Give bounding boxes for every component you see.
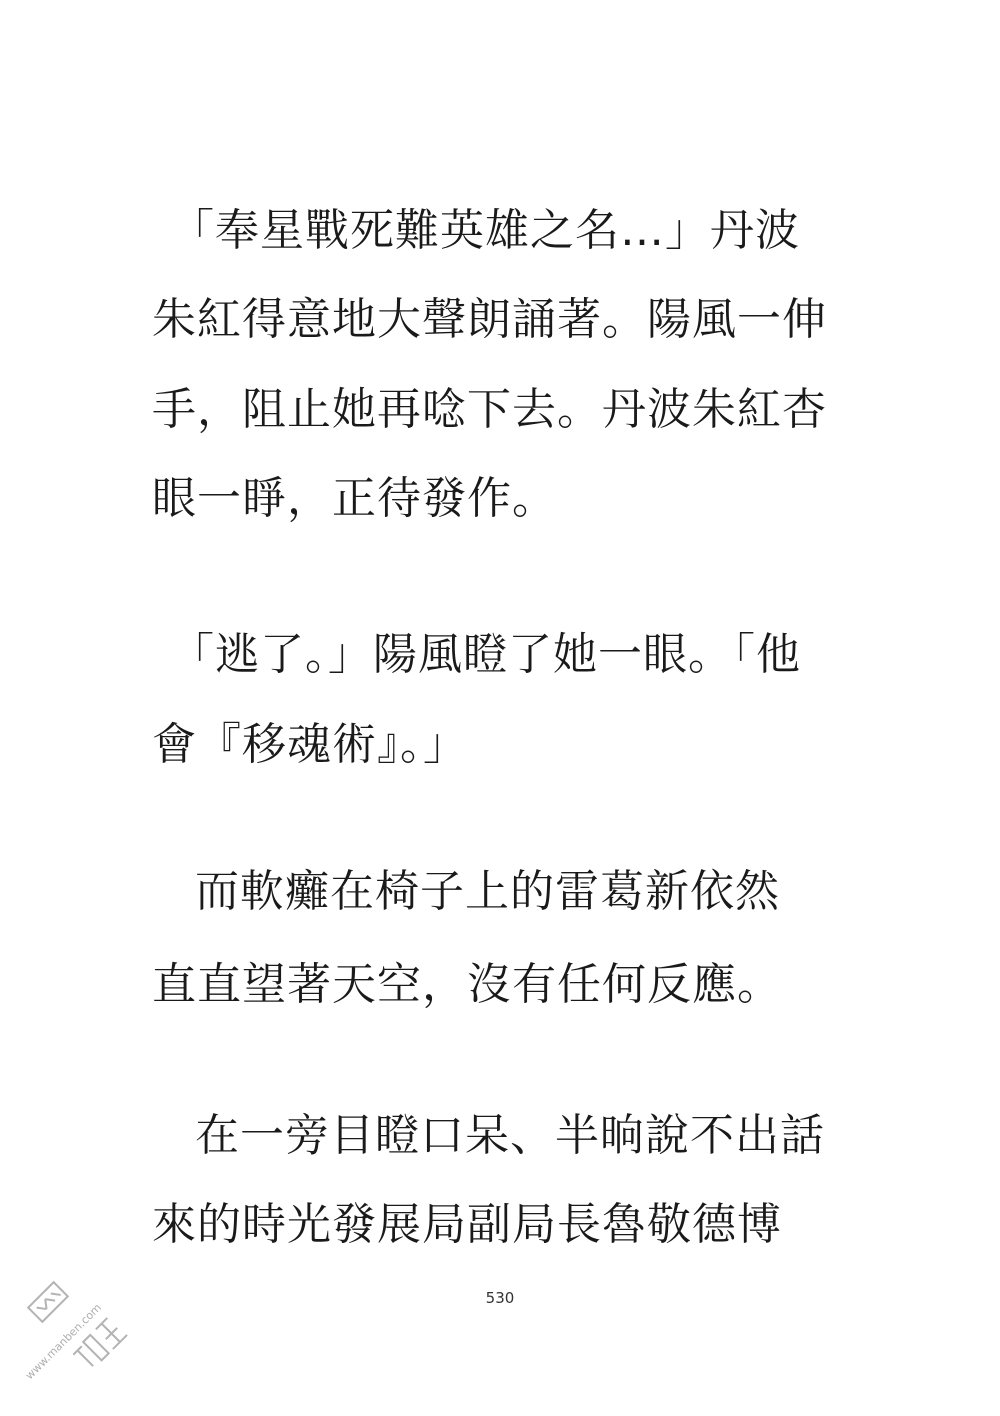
page-number: 530 <box>485 1289 515 1307</box>
text-line: 手，阻止她再唸下去。丹波朱紅杏 <box>152 384 827 435</box>
text-line: 來的時光發展局副局長魯敬德博 <box>152 1199 782 1250</box>
watermark-text: www.manben.com <box>22 1301 104 1383</box>
text-line: 「逃了。」陽風瞪了她一眼。「他 <box>170 629 801 680</box>
text-line: 而軟癱在椅子上的雷葛新依然 <box>195 866 780 917</box>
text-line: 在一旁目瞪口呆、半晌說不出話 <box>195 1110 825 1161</box>
text-line: 朱紅得意地大聲朗誦著。陽風一伸 <box>152 294 827 345</box>
text-line: 直直望著天空，沒有任何反應。 <box>152 959 782 1010</box>
manben-logo-icon <box>8 1262 168 1412</box>
text-line: 眼一睜，正待發作。 <box>152 473 557 524</box>
text-line: 會『移魂術』。」 <box>152 719 468 770</box>
text-line: 「奉星戰死難英雄之名…」丹波 <box>170 205 800 256</box>
